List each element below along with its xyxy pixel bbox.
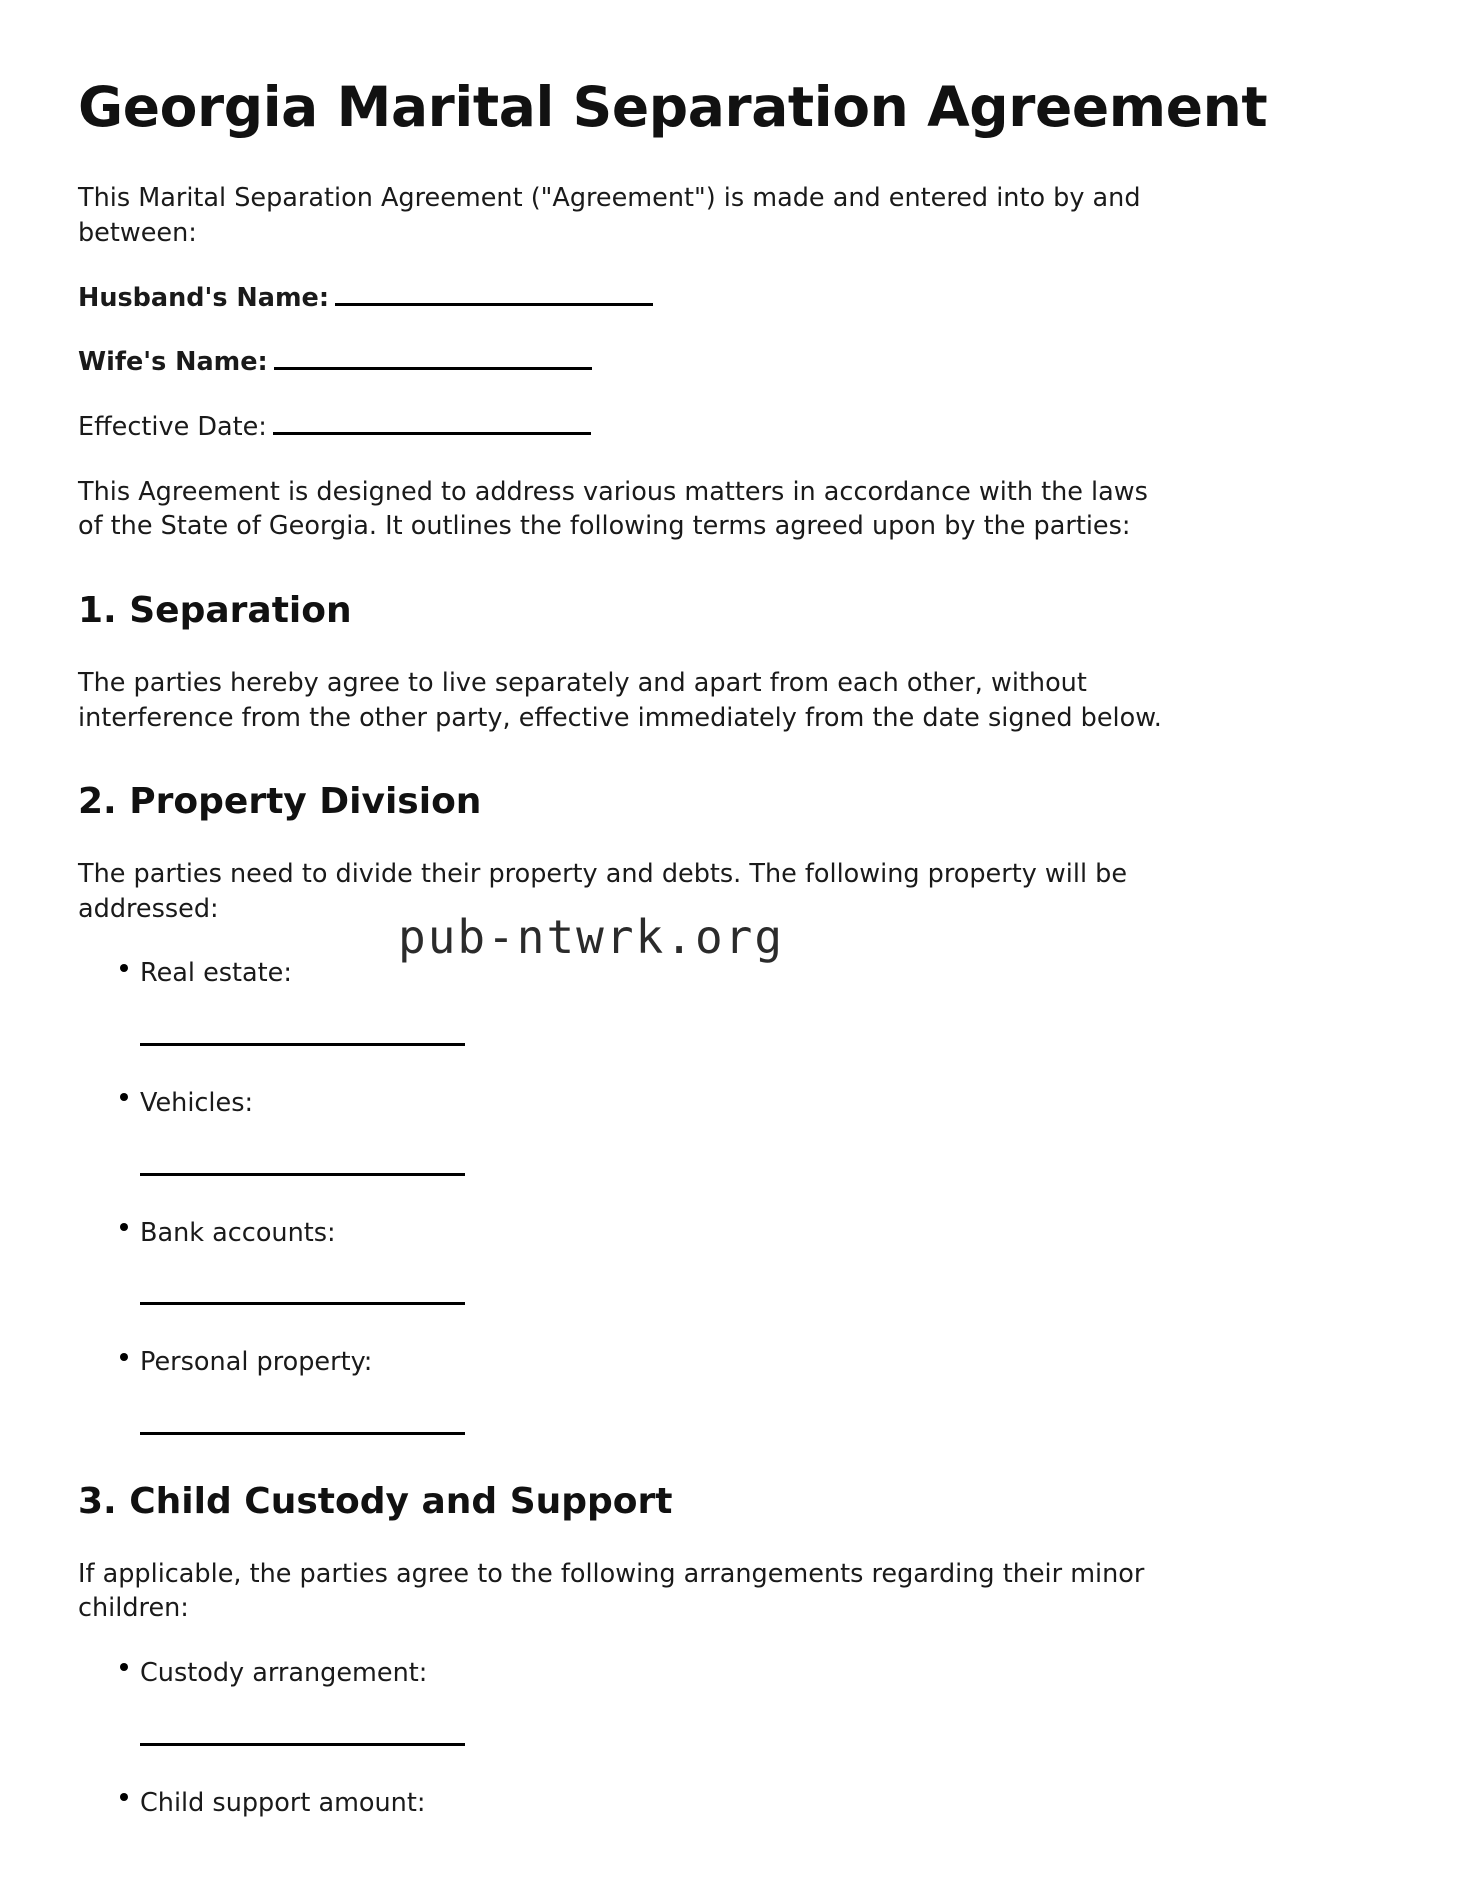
list-item	[78, 956, 1164, 1046]
section-body-property-division: The parties need to divide their property and debts. The following property will be addressed:	[78, 858, 1128, 924]
section-heading-child-custody-support: 3. Child Custody and Support	[78, 1480, 673, 1522]
bullet-dot-icon	[120, 1793, 128, 1801]
field-row-effective-date	[78, 410, 1164, 445]
bullet-dot-icon	[120, 1663, 128, 1671]
list-item-label: Custody arrangement:	[140, 1658, 428, 1689]
bullet-dot-icon	[120, 964, 128, 972]
list-item	[78, 1086, 1164, 1176]
wife-name-label: Wife's Name:	[78, 347, 268, 378]
section-body-separation: The parties hereby agree to live separately and apart from each other, without interference from the other party, effective immediately from the date signed below.	[78, 667, 1162, 733]
list-item-label: Child support amount:	[140, 1787, 426, 1818]
list-item-label: Real estate:	[140, 958, 292, 989]
effective-date-input[interactable]	[273, 416, 591, 435]
list-item	[78, 1786, 1164, 1821]
list-item	[78, 1345, 1164, 1435]
child-custody-list	[78, 1656, 1164, 1820]
husband-name-input[interactable]	[335, 287, 653, 306]
custody-arrangement-input[interactable]	[140, 1743, 465, 1746]
page-title: Georgia Marital Separation Agreement	[78, 75, 1268, 139]
intro-paragraph: This Marital Separation Agreement ("Agreement") is made and entered into by and between:	[78, 183, 1141, 249]
husband-name-label: Husband's Name:	[78, 282, 330, 313]
wife-name-input[interactable]	[274, 352, 592, 371]
site-watermark: pub-ntwrk.org	[398, 910, 785, 964]
list-item-label: Personal property:	[140, 1347, 373, 1378]
purpose-paragraph: This Agreement is designed to address various matters in accordance with the laws of the State of Georgia. It outlines the following terms agreed upon by the parties:	[78, 476, 1148, 542]
section-heading-property-division: 2. Property Division	[78, 781, 482, 823]
bank-accounts-input[interactable]	[140, 1302, 465, 1305]
list-item-label: Bank accounts:	[140, 1217, 336, 1248]
field-row-husband-name	[78, 281, 1164, 316]
bullet-dot-icon	[120, 1353, 128, 1361]
real-estate-input[interactable]	[140, 1043, 465, 1046]
list-item	[78, 1216, 1164, 1306]
section-body-child-custody-support: If applicable, the parties agree to the following arrangements regarding their minor children:	[78, 1558, 1145, 1624]
list-item-label: Vehicles:	[140, 1087, 254, 1118]
section-heading-separation: 1. Separation	[78, 590, 352, 632]
bullet-dot-icon	[120, 1223, 128, 1231]
personal-property-input[interactable]	[140, 1432, 465, 1435]
property-division-list	[78, 956, 1164, 1435]
vehicles-input[interactable]	[140, 1173, 465, 1176]
bullet-dot-icon	[120, 1093, 128, 1101]
list-item	[78, 1656, 1164, 1746]
effective-date-label: Effective Date:	[78, 412, 267, 443]
field-row-wife-name	[78, 345, 1164, 380]
